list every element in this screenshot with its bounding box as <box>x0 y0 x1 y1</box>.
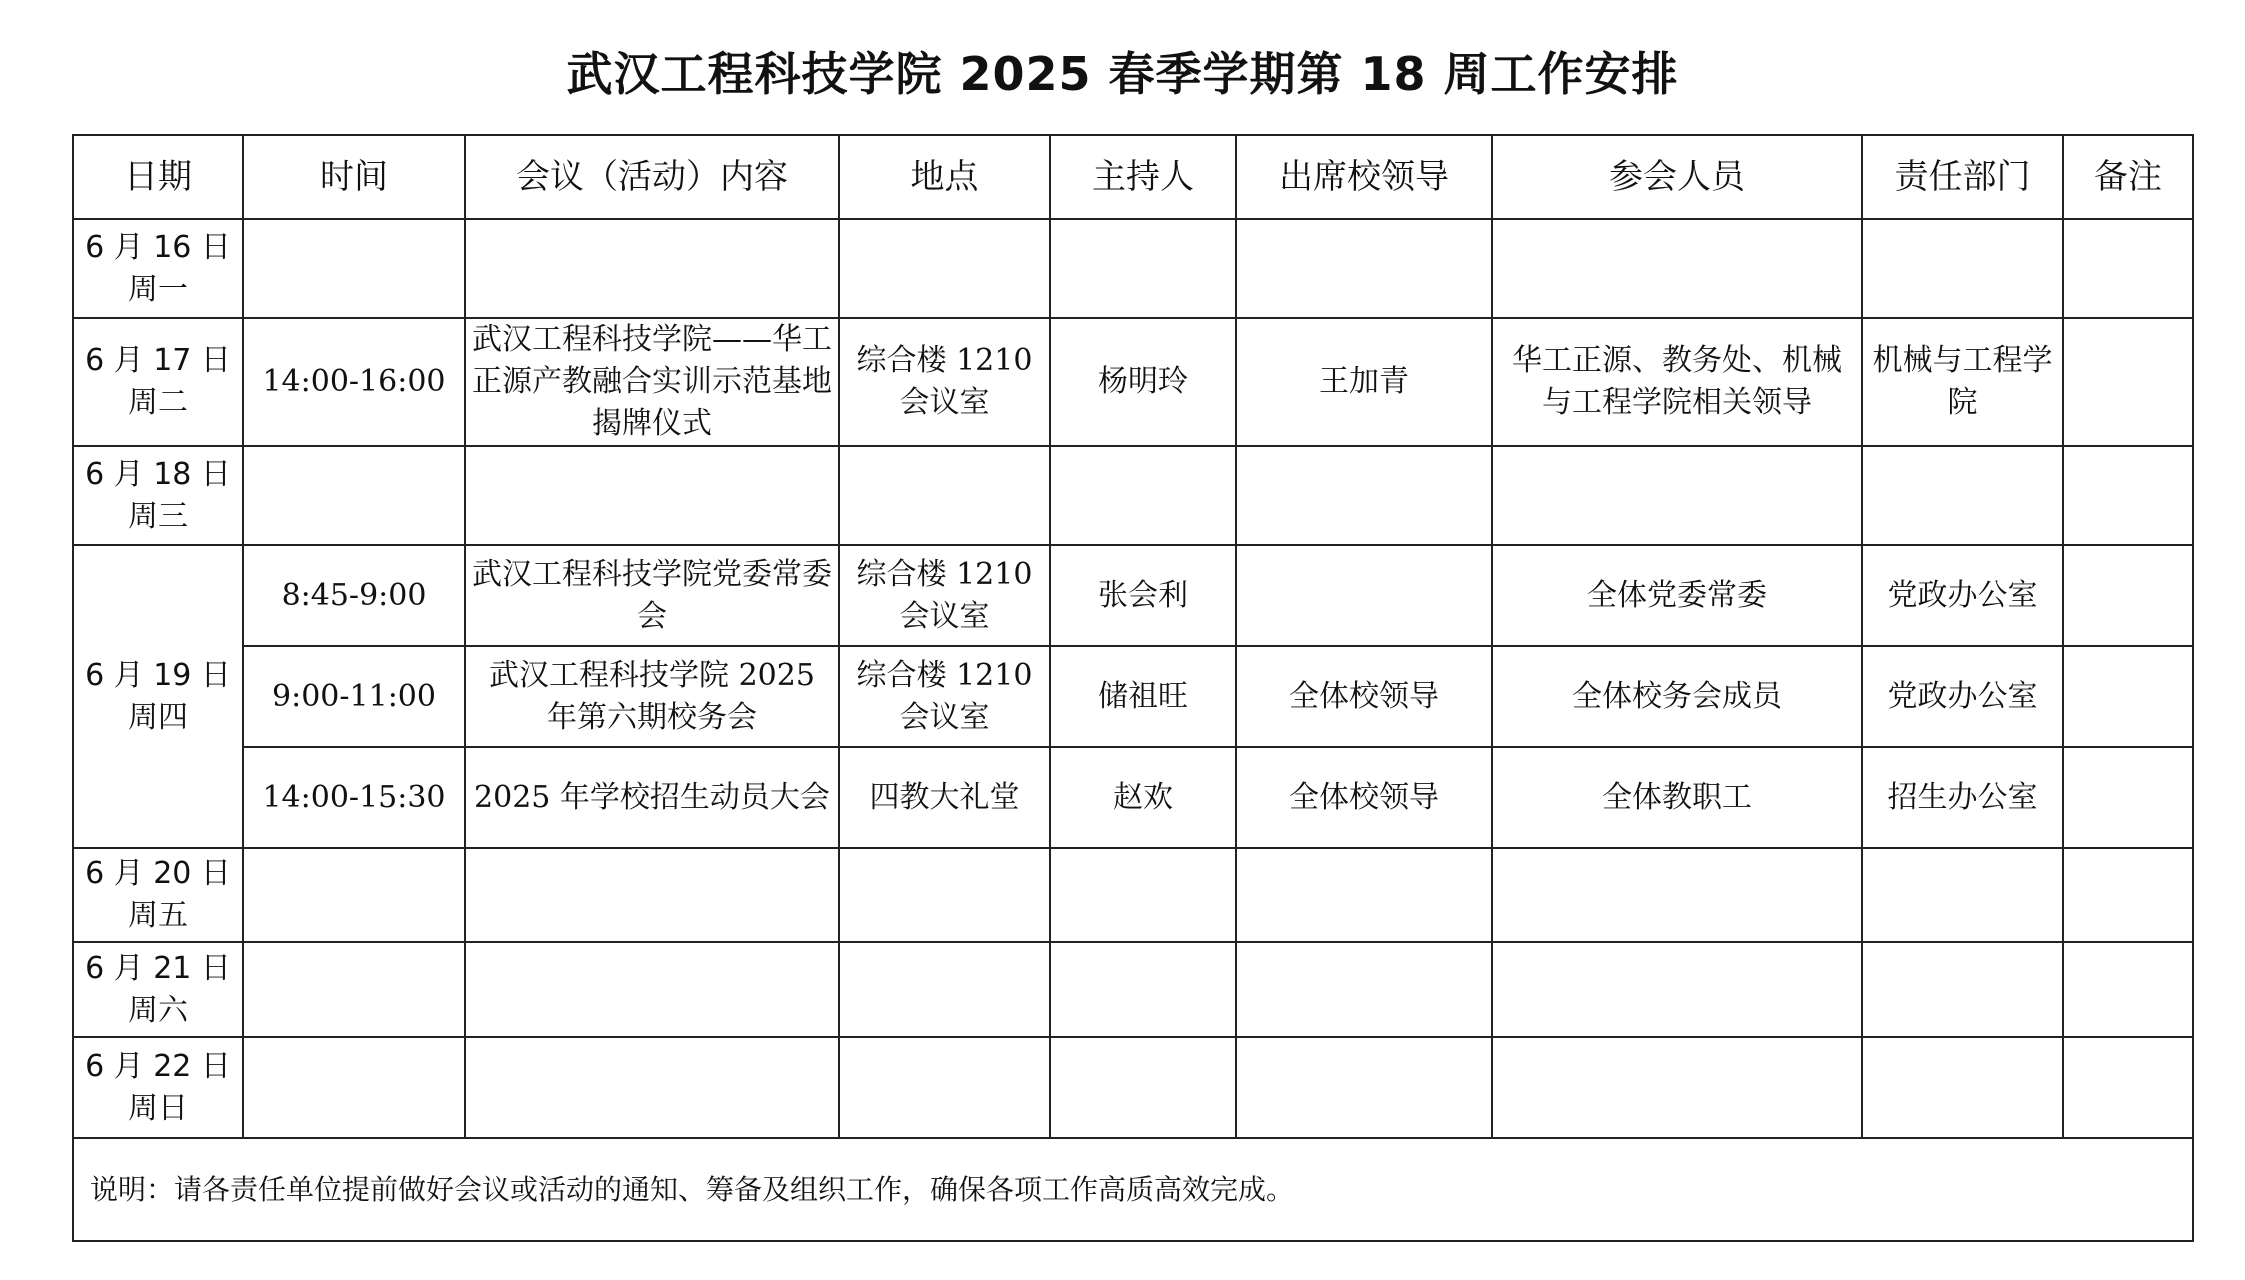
note-text: 说明：请各责任单位提前做好会议或活动的通知、筹备及组织工作，确保各项工作高质高效完成。 <box>73 1138 2193 1241</box>
host-cell: 赵欢 <box>1050 747 1236 848</box>
table-row <box>73 848 2193 942</box>
department-cell: 党政办公室 <box>1862 646 2063 747</box>
header-row <box>73 135 2193 219</box>
time-cell: 9:00-11:00 <box>243 646 465 747</box>
table-row <box>73 646 2193 747</box>
remarks-cell <box>2063 747 2193 848</box>
location-cell: 综合楼 1210 会议室 <box>839 646 1050 747</box>
header-attendees: 参会人员 <box>1492 135 1862 219</box>
date-cell: 6 月 17 日 周二 <box>73 318 243 446</box>
table-row <box>73 1037 2193 1138</box>
note-row <box>73 1138 2193 1241</box>
date-cell: 6 月 19 日 周四 <box>73 545 243 848</box>
remarks-cell <box>2063 646 2193 747</box>
header-date: 日期 <box>73 135 243 219</box>
schedule-table <box>72 134 2194 1242</box>
date-cell: 6 月 18 日 周三 <box>73 446 243 545</box>
header-content: 会议（活动）内容 <box>465 135 839 219</box>
leaders-cell: 全体校领导 <box>1236 646 1492 747</box>
department-cell: 招生办公室 <box>1862 747 2063 848</box>
page-title: 武汉工程科技学院 2025 春季学期第 18 周工作安排 <box>566 47 1679 101</box>
attendees-cell: 全体教职工 <box>1492 747 1862 848</box>
table-row <box>73 747 2193 848</box>
time-cell: 8:45-9:00 <box>243 545 465 646</box>
department-cell: 党政办公室 <box>1862 545 2063 646</box>
attendees-cell: 全体党委常委 <box>1492 545 1862 646</box>
date-cell: 6 月 22 日 周日 <box>73 1037 243 1138</box>
location-cell: 四教大礼堂 <box>839 747 1050 848</box>
date-cell: 6 月 16 日 周一 <box>73 219 243 318</box>
content-cell: 2025 年学校招生动员大会 <box>465 747 839 848</box>
time-cell: 14:00-16:00 <box>243 318 465 446</box>
table-row <box>73 942 2193 1037</box>
location-cell: 综合楼 1210 会议室 <box>839 545 1050 646</box>
location-cell: 综合楼 1210 会议室 <box>839 318 1050 446</box>
department-cell: 机械与工程学院 <box>1862 318 2063 446</box>
header-leaders: 出席校领导 <box>1236 135 1492 219</box>
table-row <box>73 318 2193 446</box>
host-cell: 杨明玲 <box>1050 318 1236 446</box>
header-location: 地点 <box>839 135 1050 219</box>
date-cell: 6 月 20 日 周五 <box>73 848 243 942</box>
table-row <box>73 219 2193 318</box>
remarks-cell <box>2063 318 2193 446</box>
header-time: 时间 <box>243 135 465 219</box>
content-cell: 武汉工程科技学院党委常委会 <box>465 545 839 646</box>
date-cell: 6 月 21 日 周六 <box>73 942 243 1037</box>
host-cell: 张会利 <box>1050 545 1236 646</box>
table-row <box>73 545 2193 646</box>
time-cell: 14:00-15:30 <box>243 747 465 848</box>
leaders-cell <box>1236 545 1492 646</box>
attendees-cell: 全体校务会成员 <box>1492 646 1862 747</box>
remarks-cell <box>2063 545 2193 646</box>
leaders-cell: 王加青 <box>1236 318 1492 446</box>
table-row <box>73 446 2193 545</box>
attendees-cell: 华工正源、教务处、机械与工程学院相关领导 <box>1492 318 1862 446</box>
leaders-cell: 全体校领导 <box>1236 747 1492 848</box>
content-cell: 武汉工程科技学院——华工正源产教融合实训示范基地揭牌仪式 <box>465 318 839 446</box>
content-cell: 武汉工程科技学院 2025 年第六期校务会 <box>465 646 839 747</box>
header-remarks: 备注 <box>2063 135 2193 219</box>
host-cell: 储祖旺 <box>1050 646 1236 747</box>
header-department: 责任部门 <box>1862 135 2063 219</box>
header-host: 主持人 <box>1050 135 1236 219</box>
